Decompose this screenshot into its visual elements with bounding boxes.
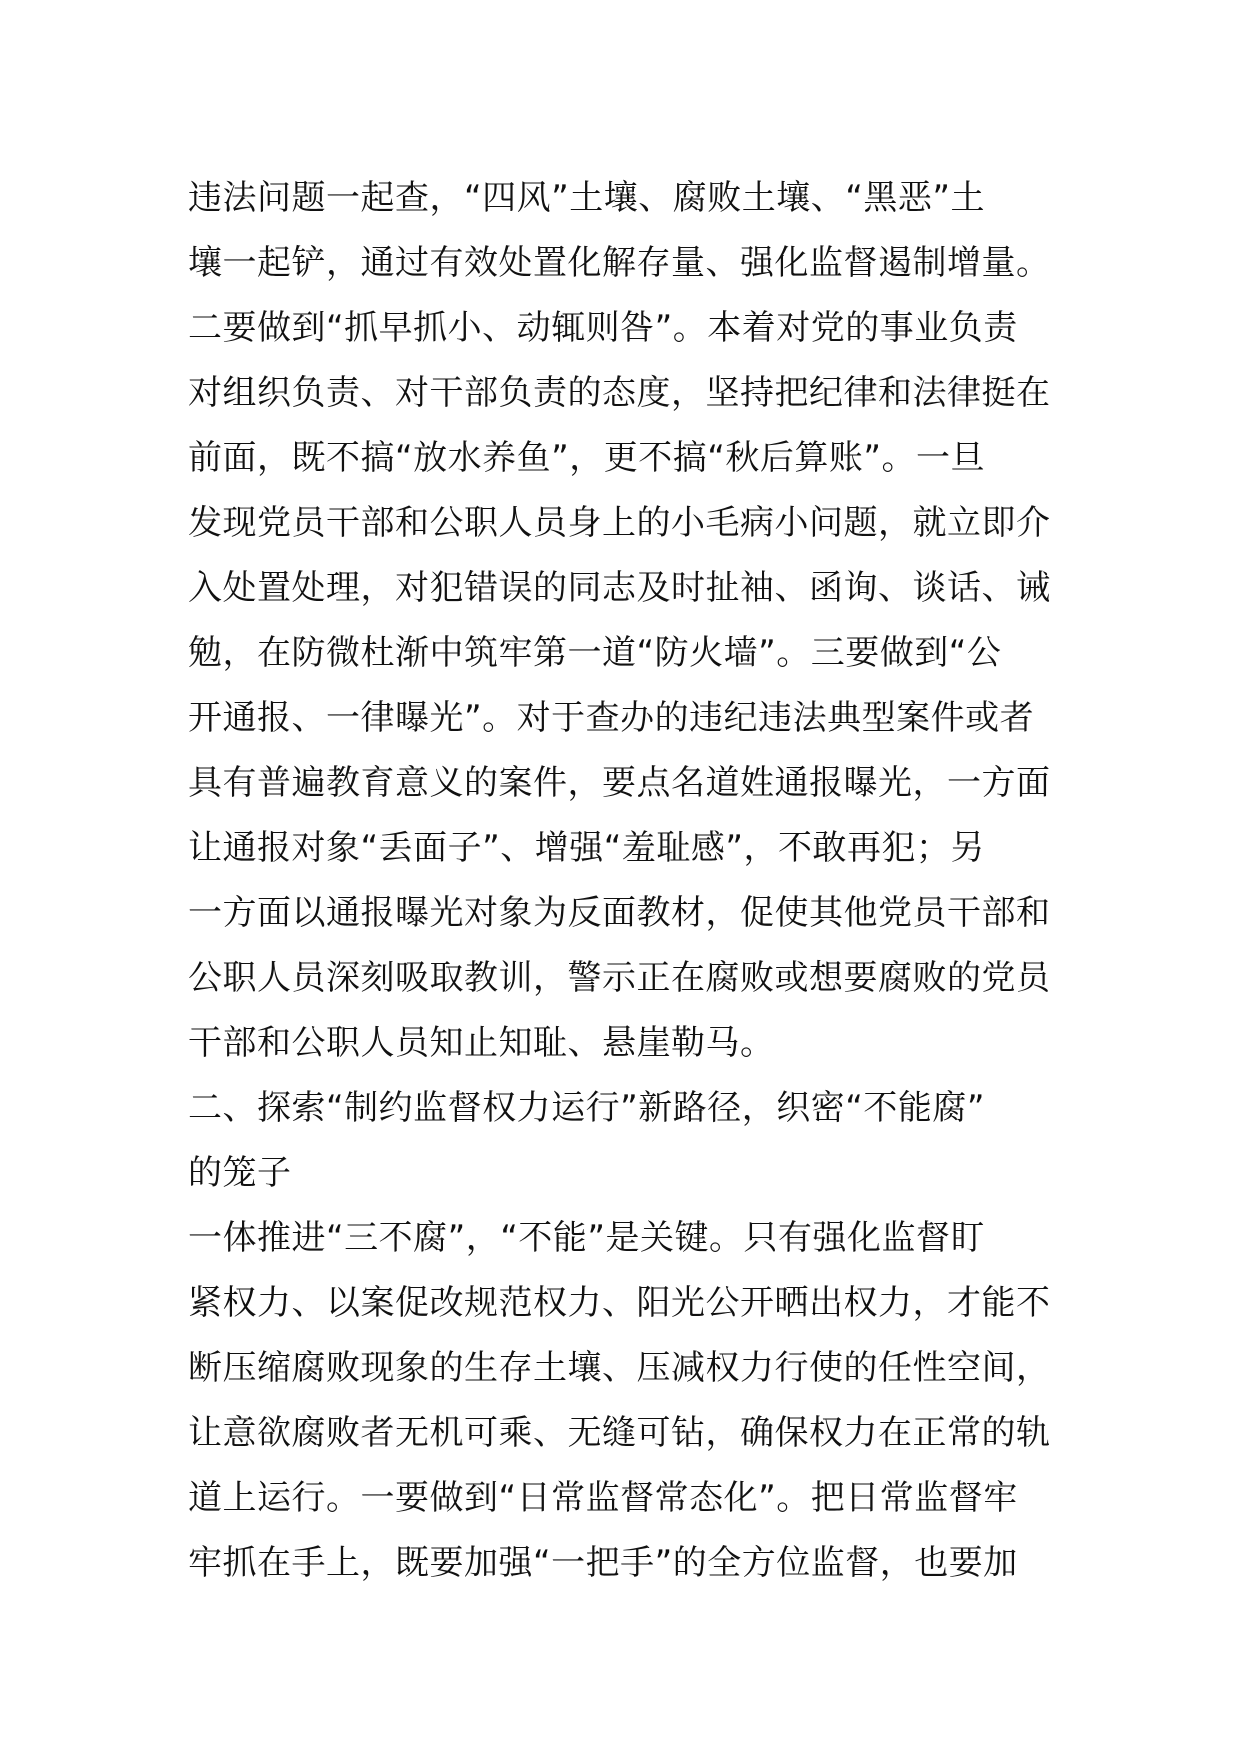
text-line: 让通报对象“丢面子”、增强“羞耻感”，不敢再犯；另 <box>188 828 985 868</box>
text-line: 公职人员深刻吸取教训，警示正在腐败或想要腐败的党员 <box>188 958 1051 998</box>
text-line: 开通报、一律曝光”。对于查办的违纪违法典型案件或者 <box>188 698 1035 738</box>
text-line: 前面，既不搞“放水养鱼”，更不搞“秋后算账”。一旦 <box>188 438 985 478</box>
text-line: 发现党员干部和公职人员身上的小毛病小问题，就立即介 <box>188 503 1051 543</box>
text-line: 一体推进“三不腐”，“不能”是关键。只有强化监督盯 <box>188 1218 985 1258</box>
text-line: 紧权力、以案促改规范权力、阳光公开晒出权力，才能不 <box>188 1283 1051 1323</box>
text-line: 具有普遍教育意义的案件，要点名道姓通报曝光，一方面 <box>188 763 1051 803</box>
text-line: 干部和公职人员知止知耻、悬崖勒马。 <box>188 1023 775 1063</box>
text-line: 入处置处理，对犯错误的同志及时扯袖、函询、谈话、诫 <box>188 568 1051 608</box>
section-heading-line: 二、探索“制约监督权力运行”新路径，织密“不能腐” <box>188 1088 985 1128</box>
text-line: 壤一起铲，通过有效处置化解存量、强化监督遏制增量。 <box>188 243 1051 283</box>
document-body <box>188 166 1068 1596</box>
section-heading-line: 的笼子 <box>188 1153 292 1193</box>
text-line: 道上运行。一要做到“日常监督常态化”。把日常监督牢 <box>188 1478 1018 1518</box>
text-line: 牢抓在手上，既要加强“一把手”的全方位监督，也要加 <box>188 1543 1018 1583</box>
text-line: 断压缩腐败现象的生存土壤、压减权力行使的任性空间， <box>188 1348 1051 1388</box>
text-line: 一方面以通报曝光对象为反面教材，促使其他党员干部和 <box>188 893 1051 933</box>
text-line: 让意欲腐败者无机可乘、无缝可钻，确保权力在正常的轨 <box>188 1413 1051 1453</box>
text-line: 二要做到“抓早抓小、动辄则咎”。本着对党的事业负责 <box>188 308 1018 348</box>
text-line: 勉，在防微杜渐中筑牢第一道“防火墙”。三要做到“公 <box>188 633 1002 673</box>
text-line: 违法问题一起查，“四风”土壤、腐败土壤、“黑恶”土 <box>188 178 985 218</box>
text-line: 对组织负责、对干部负责的态度，坚持把纪律和法律挺在 <box>188 373 1051 413</box>
